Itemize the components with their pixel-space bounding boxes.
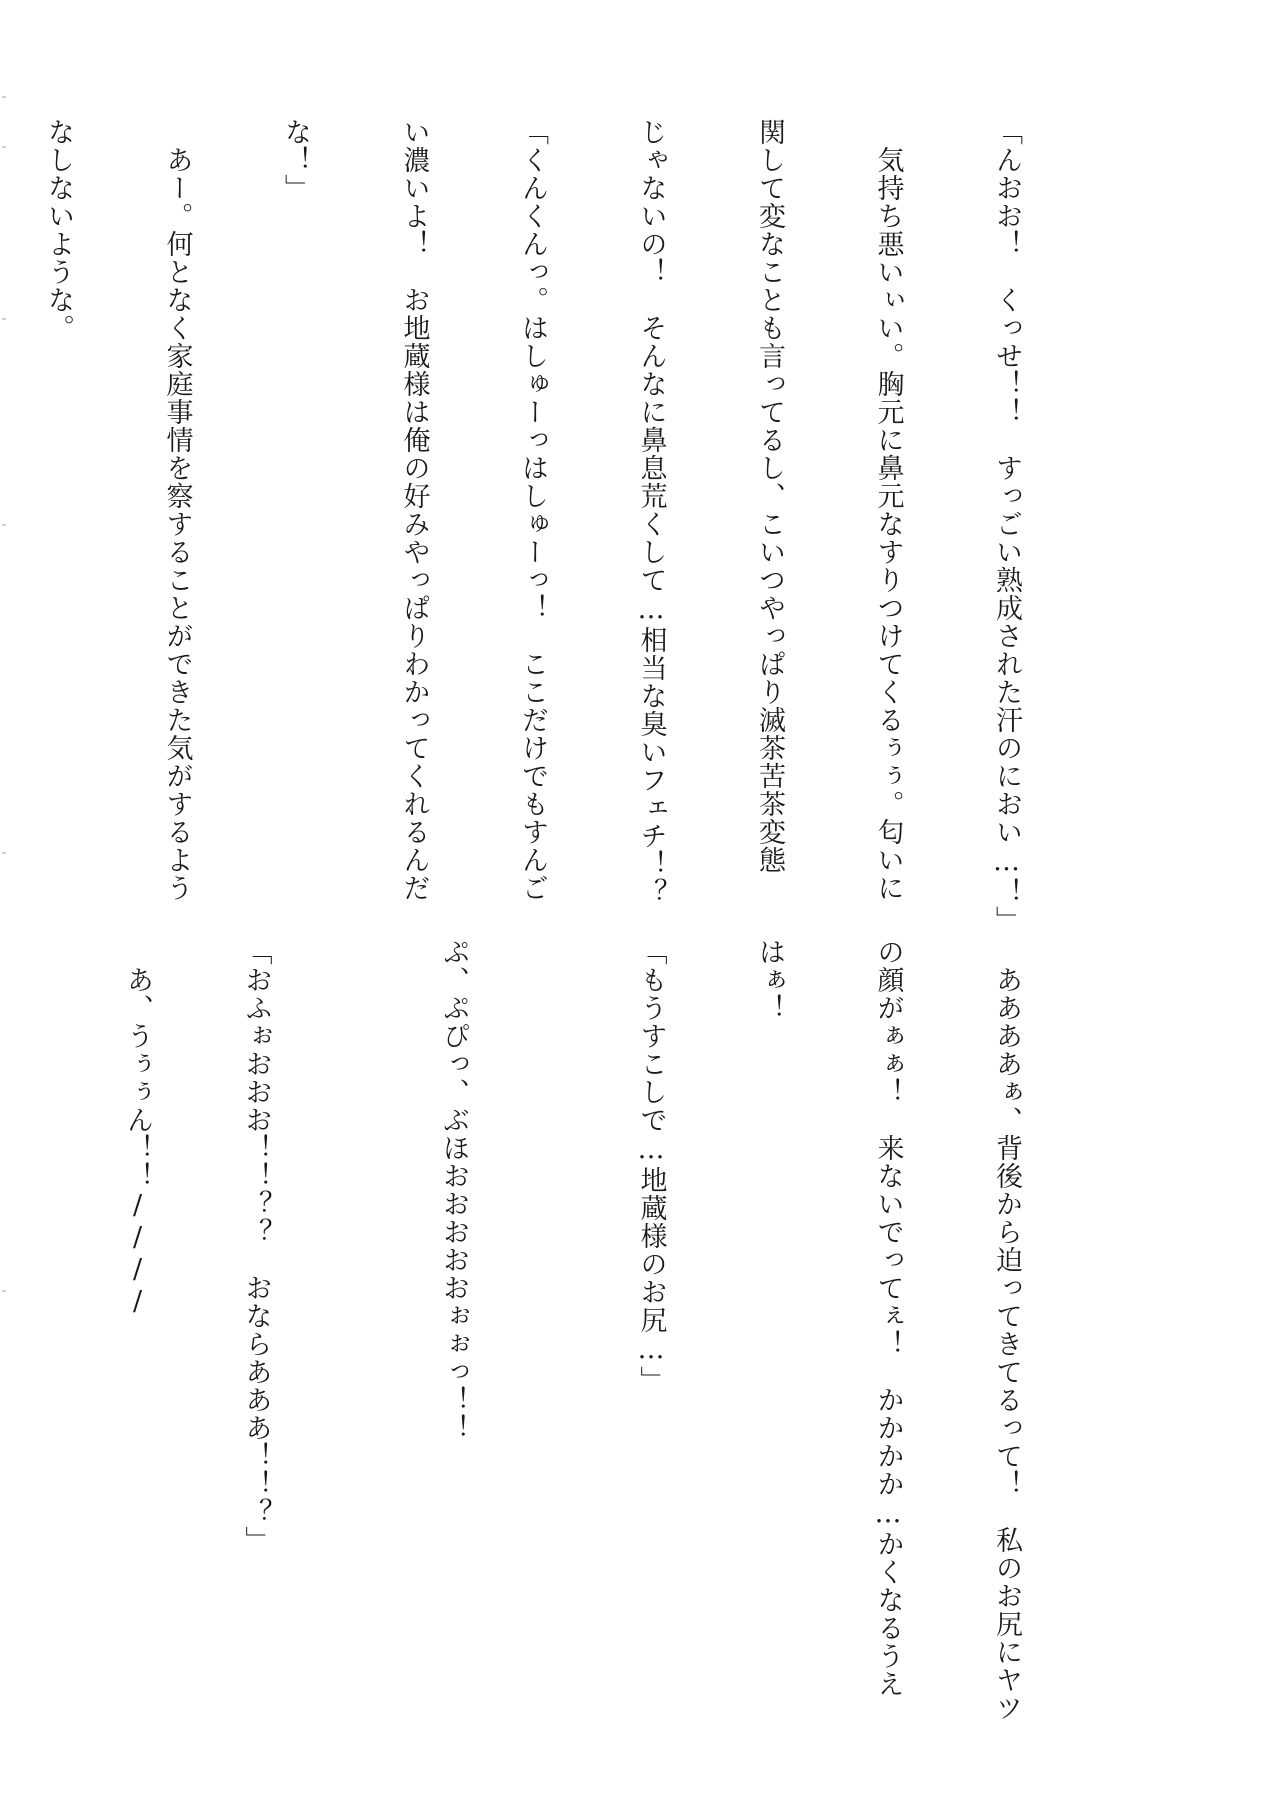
text-line: はぁ！ [754, 938, 785, 1022]
text-line: あー。何となく家庭事情を察することができた気がするよう [161, 118, 193, 902]
text-line: 気持ち悪いぃい。胸元に鼻元なすりつけてくるぅぅ。匂いに [872, 118, 904, 902]
text-line: なしないような。 [43, 118, 74, 342]
text-line: な！」 [280, 118, 311, 202]
lower-text-block [122, 938, 1105, 1722]
text-line: ああああぁ、背後から迫ってきてるって！ 私のお尻にヤツ [991, 938, 1022, 1722]
text-line: 「んおお！ くっせ！！ すっごい熟成された汗のにおい…！」 [991, 118, 1022, 934]
text-line: 「くんくんっ。はしゅーっはしゅーっ！ ここだけでもすんご [517, 118, 548, 902]
text-line: じゃないの！ そんなに鼻息荒くして…相当な臭いフェチ！？ [635, 118, 667, 906]
text-line: あ、うぅぅん！！//// [122, 938, 153, 1318]
text-line: 「おふぉおおお！！？？ おならあああ！！？」 [240, 938, 272, 1554]
text-line: の顔がぁぁ！ 来ないでってぇ！ かかかか…かくなるうえ [872, 938, 904, 1698]
text-line: 「もうすこしで…地蔵様のお尻…」 [635, 938, 667, 1394]
text-line: い濃いよ！ お地蔵様は俺の好みやっぱりわかってくれるんだ [398, 118, 430, 902]
upper-text-block [43, 118, 1105, 934]
text-line: 関して変なことも言ってるし、こいつやっぱり滅茶苦茶変態 [754, 118, 785, 874]
text-line: ぷ、ぷぴっ、ぶほおおおおおぉぉっ！！ [438, 938, 469, 1442]
